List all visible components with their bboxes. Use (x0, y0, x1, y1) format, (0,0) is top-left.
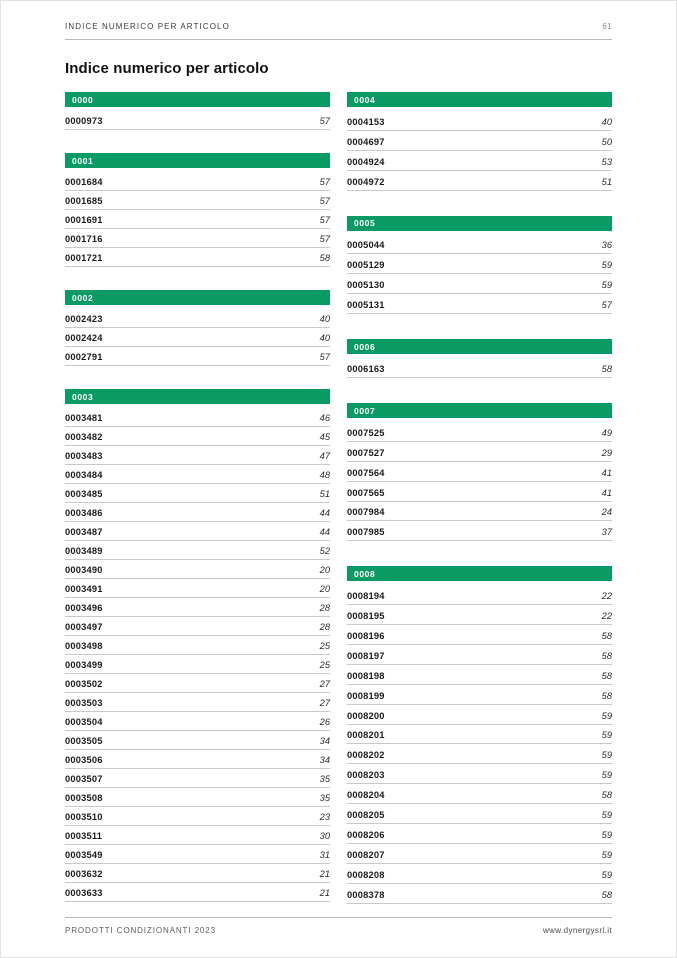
index-row (65, 731, 330, 750)
page-ref: 52 (319, 546, 330, 556)
index-section (347, 403, 612, 541)
page-ref: 40 (319, 333, 330, 343)
page-ref: 50 (601, 136, 612, 147)
section-code: 0005 (354, 218, 376, 229)
index-row (347, 824, 612, 844)
article-code: 0003486 (65, 508, 103, 518)
index-row (347, 864, 612, 884)
page-ref: 28 (319, 622, 330, 632)
section-code: 0001 (72, 155, 94, 166)
article-code: 0003633 (65, 888, 103, 898)
index-row (65, 826, 330, 845)
page-ref: 21 (319, 869, 330, 879)
index-row (65, 845, 330, 864)
article-code: 0004924 (347, 156, 385, 167)
article-code: 0003511 (65, 831, 103, 841)
article-code: 0008200 (347, 710, 385, 721)
article-code: 0003496 (65, 603, 103, 613)
index-row (65, 522, 330, 541)
page-ref: 59 (601, 280, 612, 291)
article-code: 0004153 (347, 116, 385, 127)
index-section (347, 339, 612, 378)
section-code: 0007 (354, 405, 376, 416)
page-ref: 36 (601, 240, 612, 251)
index-row (65, 693, 330, 712)
index-row (347, 254, 612, 274)
index-row (65, 408, 330, 427)
index-row (65, 579, 330, 598)
section-code: 0003 (72, 391, 94, 402)
page-ref: 31 (319, 850, 330, 860)
article-code: 0004697 (347, 136, 385, 147)
index-row (65, 484, 330, 503)
page-ref: 46 (319, 413, 330, 423)
index-row (347, 462, 612, 482)
section-code: 0006 (354, 341, 376, 352)
article-code: 0001685 (65, 196, 103, 206)
index-row (347, 645, 612, 665)
article-code: 0003510 (65, 812, 103, 822)
page-ref: 51 (319, 489, 330, 499)
page-ref: 59 (601, 730, 612, 741)
index-row (65, 111, 330, 130)
article-code: 0003482 (65, 432, 103, 442)
index-section (347, 92, 612, 191)
article-code: 0007984 (347, 507, 385, 518)
index-row (65, 229, 330, 248)
page-ref: 29 (601, 447, 612, 458)
page-ref: 57 (319, 215, 330, 225)
page-ref: 20 (319, 584, 330, 594)
page-ref: 41 (601, 467, 612, 478)
article-code: 0003506 (65, 755, 103, 765)
index-row (347, 605, 612, 625)
index-row (65, 617, 330, 636)
article-code: 0003504 (65, 717, 103, 727)
article-code: 0007985 (347, 527, 385, 538)
page-ref: 58 (601, 690, 612, 701)
section-header-bar (347, 403, 612, 418)
index-row (347, 764, 612, 784)
page-ref: 27 (319, 698, 330, 708)
section-header-bar (65, 290, 330, 305)
index-row (347, 625, 612, 645)
index-row (65, 769, 330, 788)
article-code: 0008194 (347, 591, 385, 602)
article-code: 0002424 (65, 333, 103, 343)
page-ref: 51 (601, 176, 612, 187)
article-code: 0004972 (347, 176, 385, 187)
article-code: 0003484 (65, 470, 103, 480)
page-ref: 41 (601, 487, 612, 498)
page-ref: 35 (319, 793, 330, 803)
section-header-bar (347, 339, 612, 354)
index-row (65, 655, 330, 674)
page-ref: 59 (601, 849, 612, 860)
index-column-left (65, 92, 330, 904)
article-code: 0008205 (347, 810, 385, 821)
page-ref: 59 (601, 260, 612, 271)
article-code: 0008198 (347, 670, 385, 681)
page-ref: 37 (601, 527, 612, 538)
article-code: 0008207 (347, 849, 385, 860)
index-row (65, 503, 330, 522)
page-ref: 25 (319, 660, 330, 670)
index-section (65, 389, 330, 902)
index-row (65, 788, 330, 807)
section-code: 0008 (354, 568, 376, 579)
article-code: 0002423 (65, 314, 103, 324)
index-section (347, 566, 612, 903)
page-ref: 58 (319, 253, 330, 263)
index-row (347, 502, 612, 522)
footer-catalog-name: PRODOTTI CONDIZIONANTI 2023 (65, 926, 216, 935)
article-code: 0005131 (347, 300, 385, 311)
index-row (65, 172, 330, 191)
article-code: 0005129 (347, 260, 385, 271)
article-code: 0002791 (65, 352, 103, 362)
page-title: Indice numerico per articolo (65, 60, 269, 77)
index-row (347, 294, 612, 314)
index-row (65, 446, 330, 465)
index-row (65, 712, 330, 731)
page-ref: 59 (601, 869, 612, 880)
page-ref: 34 (319, 755, 330, 765)
article-code: 0003508 (65, 793, 103, 803)
article-code: 0003491 (65, 584, 103, 594)
page-ref: 25 (319, 641, 330, 651)
index-section (65, 153, 330, 267)
page-ref: 40 (319, 314, 330, 324)
section-header-bar (347, 216, 612, 231)
page-ref: 57 (319, 116, 330, 126)
article-code: 0008197 (347, 650, 385, 661)
article-code: 0006163 (347, 364, 385, 375)
article-code: 0003497 (65, 622, 103, 632)
index-row (65, 541, 330, 560)
article-code: 0007564 (347, 467, 385, 478)
section-header-bar (347, 566, 612, 581)
index-row (65, 807, 330, 826)
index-row (347, 171, 612, 191)
index-row (65, 427, 330, 446)
section-header-bar (65, 153, 330, 168)
page-ref: 57 (319, 177, 330, 187)
section-header-bar (65, 389, 330, 404)
page-ref: 59 (601, 810, 612, 821)
article-code: 0003498 (65, 641, 103, 651)
index-row (347, 844, 612, 864)
index-row (65, 674, 330, 693)
index-row (347, 744, 612, 764)
header-title: INDICE NUMERICO PER ARTICOLO (65, 22, 230, 31)
article-code: 0001716 (65, 234, 103, 244)
article-code: 0007565 (347, 487, 385, 498)
page-ref: 59 (601, 829, 612, 840)
article-code: 0003489 (65, 546, 103, 556)
page-ref: 58 (601, 670, 612, 681)
page-ref: 57 (319, 196, 330, 206)
index-row (65, 636, 330, 655)
index-row (347, 274, 612, 294)
index-row (65, 598, 330, 617)
index-row (65, 328, 330, 347)
page-ref: 44 (319, 527, 330, 537)
running-header (65, 1, 612, 40)
running-footer (65, 917, 612, 935)
section-header-bar (65, 92, 330, 107)
index-row (347, 521, 612, 541)
article-code: 0003632 (65, 869, 103, 879)
article-code: 0008196 (347, 631, 385, 642)
page-ref: 59 (601, 770, 612, 781)
article-code: 0008203 (347, 770, 385, 781)
index-row (347, 358, 612, 378)
page-ref: 59 (601, 750, 612, 761)
index-section (65, 92, 330, 130)
article-code: 0003503 (65, 698, 103, 708)
article-code: 0001691 (65, 215, 103, 225)
index-section (347, 216, 612, 315)
page-ref: 58 (601, 650, 612, 661)
article-code: 0003499 (65, 660, 103, 670)
page-ref: 57 (319, 234, 330, 244)
article-code: 0008206 (347, 829, 385, 840)
article-code: 0001684 (65, 177, 103, 187)
article-code: 0003481 (65, 413, 103, 423)
article-code: 0005130 (347, 280, 385, 291)
article-code: 0003502 (65, 679, 103, 689)
article-code: 0008378 (347, 889, 385, 900)
page-ref: 58 (601, 631, 612, 642)
article-code: 0008195 (347, 611, 385, 622)
page-ref: 22 (601, 611, 612, 622)
section-header-bar (347, 92, 612, 107)
page-ref: 23 (319, 812, 330, 822)
article-code: 0007525 (347, 427, 385, 438)
footer-website: www.dynergysrl.it (542, 926, 612, 935)
page-ref: 58 (601, 790, 612, 801)
index-row (65, 248, 330, 267)
index-row (347, 442, 612, 462)
article-code: 0003483 (65, 451, 103, 461)
index-row (347, 422, 612, 442)
section-code: 0000 (72, 94, 94, 105)
index-row (347, 804, 612, 824)
article-code: 0003487 (65, 527, 103, 537)
article-code: 0003549 (65, 850, 103, 860)
index-row (347, 482, 612, 502)
page-ref: 22 (601, 591, 612, 602)
page-ref: 58 (601, 889, 612, 900)
page-ref: 21 (319, 888, 330, 898)
index-row (65, 210, 330, 229)
article-code: 0008199 (347, 690, 385, 701)
index-row (347, 685, 612, 705)
section-code: 0002 (72, 292, 94, 303)
article-code: 0008208 (347, 869, 385, 880)
page-ref: 34 (319, 736, 330, 746)
page-ref: 59 (601, 710, 612, 721)
index-row (65, 347, 330, 366)
article-code: 0003507 (65, 774, 103, 784)
page-ref: 47 (319, 451, 330, 461)
header-page-number: 61 (602, 22, 612, 31)
index-row (347, 884, 612, 904)
index-row (347, 705, 612, 725)
index-row (347, 725, 612, 745)
page-ref: 40 (601, 116, 612, 127)
page-ref: 48 (319, 470, 330, 480)
page-ref: 44 (319, 508, 330, 518)
page-ref: 26 (319, 717, 330, 727)
page-ref: 20 (319, 565, 330, 575)
page-ref: 28 (319, 603, 330, 613)
index-section (65, 290, 330, 366)
page-ref: 57 (319, 352, 330, 362)
page-ref: 35 (319, 774, 330, 784)
page-ref: 49 (601, 427, 612, 438)
article-code: 0008202 (347, 750, 385, 761)
section-code: 0004 (354, 94, 376, 105)
index-row (65, 864, 330, 883)
article-code: 0008204 (347, 790, 385, 801)
index-row (65, 560, 330, 579)
page-ref: 30 (319, 831, 330, 841)
article-code: 0003505 (65, 736, 103, 746)
index-column-right (347, 92, 612, 904)
index-row (347, 131, 612, 151)
index-row (65, 883, 330, 902)
page-ref: 57 (601, 300, 612, 311)
index-row (65, 309, 330, 328)
index-row (65, 465, 330, 484)
index-row (347, 784, 612, 804)
index-row (65, 191, 330, 210)
article-code: 0008201 (347, 730, 385, 741)
article-code: 0003485 (65, 489, 103, 499)
article-code: 0005044 (347, 240, 385, 251)
index-row (347, 585, 612, 605)
index-row (347, 235, 612, 255)
article-code: 0000973 (65, 116, 103, 126)
page-ref: 58 (601, 364, 612, 375)
article-code: 0007527 (347, 447, 385, 458)
article-code: 0003490 (65, 565, 103, 575)
page-ref: 53 (601, 156, 612, 167)
index-columns (65, 92, 612, 904)
page-ref: 27 (319, 679, 330, 689)
index-row (347, 111, 612, 131)
page-ref: 24 (601, 507, 612, 518)
index-row (347, 151, 612, 171)
article-code: 0001721 (65, 253, 103, 263)
page-ref: 45 (319, 432, 330, 442)
index-row (347, 665, 612, 685)
index-row (65, 750, 330, 769)
